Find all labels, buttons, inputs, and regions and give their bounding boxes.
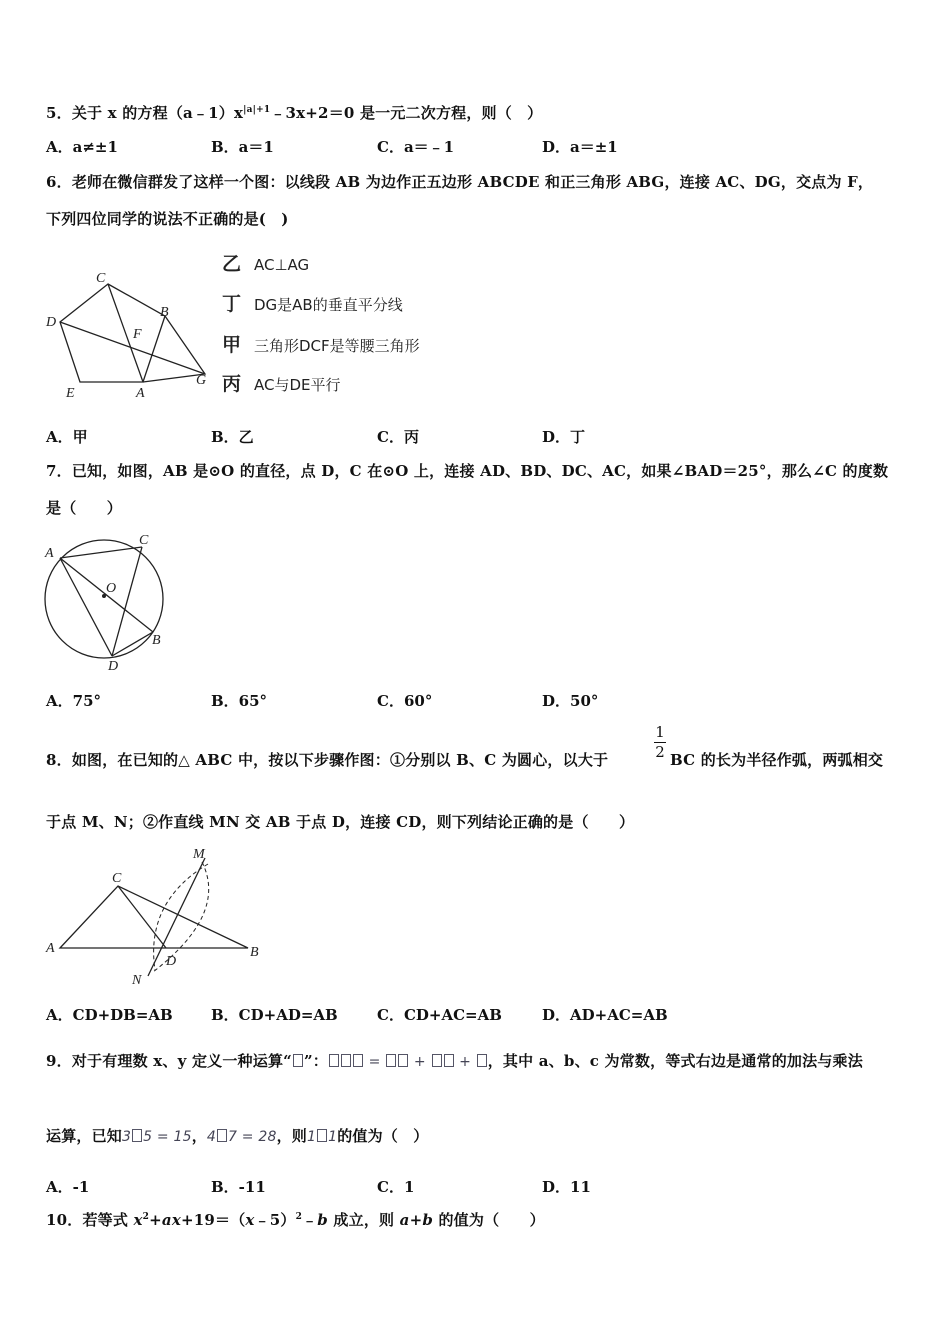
triangle-abc: [60, 886, 248, 948]
q6-figure: [40, 262, 220, 402]
q6-stem-line1: 6．老师在微信群发了这样一个图：以线段 AB 为边作正五边形 ABCDE 和正三角形 ABG，连接 AC、DG，交点为 F，: [46, 173, 874, 191]
label-a: A: [45, 546, 54, 561]
q5-option-a: A．a≠±1: [46, 138, 118, 156]
segment-ad: [60, 558, 112, 656]
q8-stem-line1b: BC 的长为半径作弧，两弧相交: [670, 751, 884, 769]
pentagon-abcde: [60, 284, 165, 382]
label-e: E: [66, 386, 75, 401]
q5-option-c: C．a＝﹣1: [377, 138, 455, 156]
q9-stem-line1: 9．对于有理数 x、y 定义一种运算“ ”： = + + ，其中 a、b、c 为常数，等式右边是通常的加法与乘法: [46, 1052, 863, 1070]
q8-fraction-half: 1 2: [655, 723, 665, 761]
q7-option-a: A．75°: [46, 692, 102, 710]
q6-stem-line2: 下列四位同学的说法不正确的是( ): [46, 210, 289, 228]
arc-from-b: [154, 864, 208, 970]
label-d: D: [166, 954, 177, 969]
q10-stem: 10．若等式 $x^2+ax+19=(x﹣5)^2﹣b$ 成立，则 a+b 的值为（ ）: [46, 1211, 545, 1229]
q7-figure: [38, 530, 173, 675]
label-b: B: [160, 305, 169, 320]
q8-option-c: C．CD+AC=AB: [377, 1006, 502, 1024]
q8-stem-line1a: 8．如图，在已知的△ ABC 中，按以下步骤作图：①分别以 B、C 为圆心，以大于: [46, 751, 609, 769]
q6-option-c: C．丙: [377, 428, 419, 446]
q6-claim-ding: 丁 DG是AB的垂直平分线: [222, 293, 403, 315]
q9-option-d: D．11: [542, 1178, 591, 1196]
segment-dc: [112, 547, 142, 656]
q8-stem-line2: 于点 M、N；②作直线 MN 交 AB 于点 D，连接 CD，则下列结论正确的是（ ）: [46, 813, 635, 831]
label-b: B: [152, 633, 161, 648]
q8-figure: [40, 842, 270, 992]
label-d: D: [46, 315, 57, 330]
q9-option-c: C．1: [377, 1178, 415, 1196]
q6-claim-yi: 乙 AC⊥AG: [222, 253, 310, 275]
label-n: N: [132, 973, 142, 988]
label-c: C: [139, 533, 149, 548]
segment-cd: [118, 886, 166, 948]
q7-option-b: B．65°: [211, 692, 268, 710]
label-g: G: [196, 373, 207, 388]
label-a: A: [136, 386, 145, 401]
label-m: M: [193, 847, 205, 862]
label-a: A: [46, 941, 55, 956]
q8-option-b: B．CD+AD=AB: [211, 1006, 338, 1024]
q6-option-d: D．丁: [542, 428, 586, 446]
q7-stem-line1: 7．已知，如图，AB 是⊙O 的直径，点 D，C 在⊙O 上，连接 AD、BD、DC、AC，如果∠BAD＝25°，那么∠C 的度数: [46, 462, 889, 480]
label-c: C: [96, 271, 106, 286]
q6-claim-jia: 甲 三角形DCF是等腰三角形: [222, 334, 420, 356]
q6-option-a: A．甲: [46, 428, 88, 446]
q6-claim-bing: 丙 AC与DE平行: [222, 373, 341, 395]
q7-option-c: C．60°: [377, 692, 433, 710]
label-c: C: [112, 871, 122, 886]
q9-option-b: B．-11: [211, 1178, 266, 1196]
q9-option-a: A．-1: [46, 1178, 90, 1196]
q7-stem-line2: 是（ ）: [46, 499, 123, 517]
q8-option-d: D．AD+AC=AB: [542, 1006, 668, 1024]
label-f: F: [133, 327, 142, 342]
q7-option-d: D．50°: [542, 692, 599, 710]
line-mn: [148, 858, 205, 976]
arc-from-c: [153, 862, 209, 972]
q5-option-b: B．a＝1: [211, 138, 274, 156]
label-d: D: [108, 659, 119, 674]
q9-stem-line2: 运算，已知3 5 = 15，4 7 = 28，则1 1的值为（ ）: [46, 1127, 429, 1145]
label-b: B: [250, 945, 259, 960]
q5-option-d: D．a＝±1: [542, 138, 618, 156]
q5-stem: 5．关于 x 的方程$(a﹣1)x^{|a|+1}﹣3x+2=0$ 是一元二次方程，则（ ）: [46, 104, 543, 122]
operator-box-icon: [293, 1054, 303, 1067]
q6-option-b: B．乙: [211, 428, 254, 446]
label-o: O: [106, 581, 117, 596]
q8-option-a: A．CD+DB=AB: [46, 1006, 173, 1024]
q9-definition-formula: = + +: [328, 1054, 488, 1070]
